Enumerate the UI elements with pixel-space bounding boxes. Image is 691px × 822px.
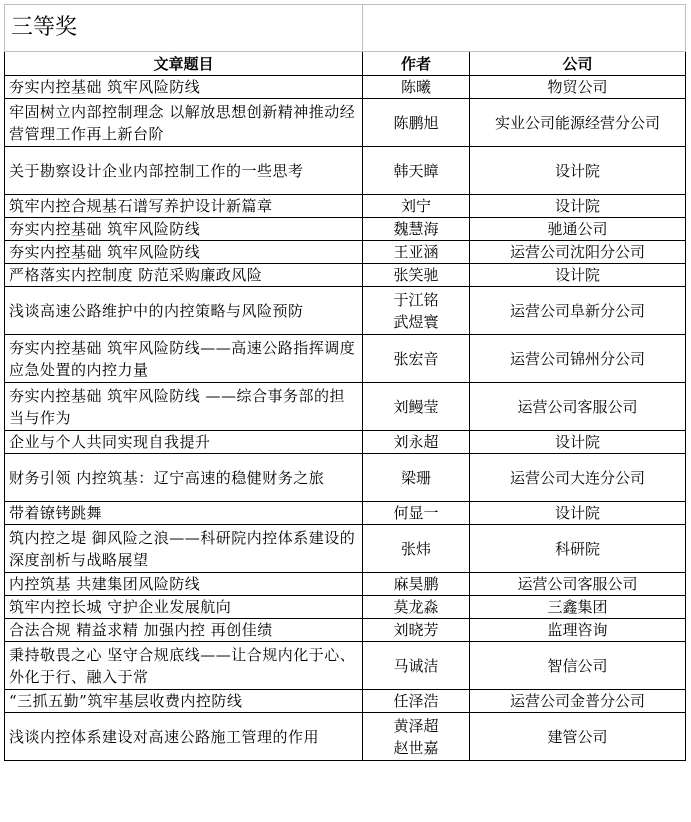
author-cell: 魏慧海 [363, 218, 470, 241]
author-cell: 刘宁 [363, 195, 470, 218]
article-title-cell: 筑内控之堤 御风险之浪——科研院内控体系建设的深度剖析与战略展望 [5, 525, 363, 573]
article-title-cell: 关于勘察设计企业内部控制工作的一些思考 [5, 147, 363, 195]
article-title-cell: 夯实内控基础 筑牢风险防线 [5, 76, 363, 99]
author-cell: 黄泽超 赵世嘉 [363, 713, 470, 761]
company-cell: 设计院 [470, 502, 686, 525]
article-title-cell: 夯实内控基础 筑牢风险防线 ——综合事务部的担当与作为 [5, 383, 363, 431]
author-cell: 张宏音 [363, 335, 470, 383]
author-cell: 何显一 [363, 502, 470, 525]
company-cell: 建管公司 [470, 713, 686, 761]
author-cell: 麻昊鹏 [363, 573, 470, 596]
table-row [5, 596, 686, 619]
article-title-cell: 内控筑基 共建集团风险防线 [5, 573, 363, 596]
author-cell: 于江铭 武煜寰 [363, 287, 470, 335]
header-company: 公司 [470, 52, 686, 76]
company-cell: 设计院 [470, 431, 686, 454]
company-cell: 运营公司金普分公司 [470, 690, 686, 713]
company-cell: 智信公司 [470, 642, 686, 690]
company-cell: 实业公司能源经营分公司 [470, 99, 686, 147]
article-title-cell: 夯实内控基础 筑牢风险防线——高速公路指挥调度应急处置的内控力量 [5, 335, 363, 383]
article-title-cell: 秉持敬畏之心 坚守合规底线——让合规内化于心、外化于行、融入于常 [5, 642, 363, 690]
company-cell: 科研院 [470, 525, 686, 573]
author-cell: 张笑驰 [363, 264, 470, 287]
table-row [5, 383, 686, 431]
company-cell: 设计院 [470, 264, 686, 287]
table-row [5, 642, 686, 690]
table-row [5, 195, 686, 218]
award-table [4, 4, 686, 761]
table-row [5, 713, 686, 761]
author-cell: 刘永超 [363, 431, 470, 454]
company-cell: 物贸公司 [470, 76, 686, 99]
table-row [5, 241, 686, 264]
author-cell: 刘晓芳 [363, 619, 470, 642]
article-title-cell: 夯实内控基础 筑牢风险防线 [5, 241, 363, 264]
table-row [5, 525, 686, 573]
page-title: 三等奖 [5, 5, 363, 52]
table-row [5, 99, 686, 147]
table-row [5, 287, 686, 335]
company-cell: 运营公司阜新分公司 [470, 287, 686, 335]
article-title-cell: 带着镣铐跳舞 [5, 502, 363, 525]
table-row [5, 76, 686, 99]
article-title-cell: 浅谈高速公路维护中的内控策略与风险预防 [5, 287, 363, 335]
table-row [5, 264, 686, 287]
author-cell: 任泽浩 [363, 690, 470, 713]
author-cell: 梁珊 [363, 454, 470, 502]
author-cell: 王亚涵 [363, 241, 470, 264]
company-cell: 运营公司锦州分公司 [470, 335, 686, 383]
header-title: 文章题目 [5, 52, 363, 76]
company-cell: 设计院 [470, 147, 686, 195]
article-title-cell: 严格落实内控制度 防范采购廉政风险 [5, 264, 363, 287]
award-sheet [4, 4, 685, 761]
table-row [5, 502, 686, 525]
table-row [5, 147, 686, 195]
author-cell: 韩天瞕 [363, 147, 470, 195]
table-row [5, 218, 686, 241]
author-cell: 陈鹏旭 [363, 99, 470, 147]
company-cell: 驰通公司 [470, 218, 686, 241]
article-title-cell: 合法合规 精益求精 加强内控 再创佳绩 [5, 619, 363, 642]
company-cell: 监理咨询 [470, 619, 686, 642]
title-row [5, 5, 686, 52]
company-cell: 运营公司客服公司 [470, 383, 686, 431]
article-title-cell: 筑牢内控长城 守护企业发展航向 [5, 596, 363, 619]
header-author: 作者 [363, 52, 470, 76]
table-row [5, 573, 686, 596]
table-row [5, 619, 686, 642]
company-cell: 运营公司大连分公司 [470, 454, 686, 502]
article-title-cell: 企业与个人共同实现自我提升 [5, 431, 363, 454]
article-title-cell: 夯实内控基础 筑牢风险防线 [5, 218, 363, 241]
title-blank-cell [363, 5, 686, 52]
article-title-cell: 财务引领 内控筑基：辽宁高速的稳健财务之旅 [5, 454, 363, 502]
table-row [5, 431, 686, 454]
author-cell: 莫龙淼 [363, 596, 470, 619]
article-title-cell: “三抓五勤”筑牢基层收费内控防线 [5, 690, 363, 713]
article-title-cell: 浅谈内控体系建设对高速公路施工管理的作用 [5, 713, 363, 761]
author-cell: 张炜 [363, 525, 470, 573]
author-cell: 刘鳗莹 [363, 383, 470, 431]
company-cell: 运营公司沈阳分公司 [470, 241, 686, 264]
company-cell: 设计院 [470, 195, 686, 218]
author-cell: 陈曦 [363, 76, 470, 99]
table-row [5, 454, 686, 502]
header-row [5, 52, 686, 76]
article-title-cell: 牢固树立内部控制理念 以解放思想创新精神推动经营管理工作再上新台阶 [5, 99, 363, 147]
author-cell: 马诚洁 [363, 642, 470, 690]
company-cell: 三鑫集团 [470, 596, 686, 619]
table-row [5, 690, 686, 713]
table-row [5, 335, 686, 383]
article-title-cell: 筑牢内控合规基石谱写养护设计新篇章 [5, 195, 363, 218]
company-cell: 运营公司客服公司 [470, 573, 686, 596]
